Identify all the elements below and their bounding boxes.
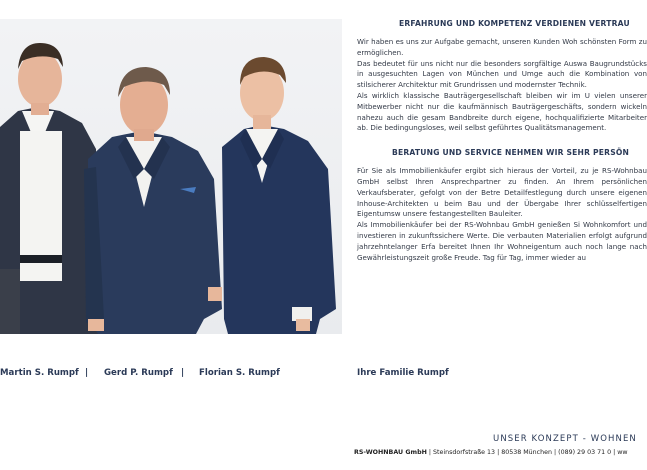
name-gerd: Gerd P. Rumpf bbox=[104, 368, 173, 378]
name-martin: Martin S. Rumpf bbox=[0, 368, 79, 378]
footer-phone: (089) 29 03 71 0 bbox=[558, 449, 612, 456]
footer-city: 80538 München bbox=[501, 449, 552, 456]
family-signature: Ihre Familie Rumpf bbox=[357, 368, 449, 378]
footer-separator: | bbox=[613, 449, 618, 456]
text-column bbox=[357, 19, 647, 339]
paragraph: Wir haben es uns zur Aufgabe gemacht, unseren Kunden Woh schönsten Form zu ermöglichen. bbox=[357, 37, 647, 57]
family-photo bbox=[0, 19, 342, 334]
family-photo-illustration bbox=[0, 19, 342, 334]
section-heading-service: BERATUNG UND SERVICE NEHMEN WIR SEHR PERSÖN bbox=[392, 148, 630, 158]
names-row bbox=[0, 368, 342, 382]
paragraph: Für Sie als Immobilienkäufer ergibt sich hieraus der Vorteil, zu je RS-Wohnbau GmbH selbst Ihren Ansprechpartner zu finden. An Ihrem persönlichen Verkaufsberater, gefolgt von der Betre Detailfestlegung durch unsere eigenen Inhouse-Architekten u beim Bau und der Übergabe Ihrer schlüsselfertigen Eigentumsw unsere festangestellten Bauleiter. bbox=[357, 166, 647, 219]
footer-separator: | bbox=[428, 449, 433, 456]
footer-separator: | bbox=[554, 449, 559, 456]
name-separator: | bbox=[85, 368, 89, 378]
name-florian: Florian S. Rumpf bbox=[199, 368, 280, 378]
footer-address: Steinsdorfstraße 13 bbox=[433, 449, 496, 456]
name-separator: | bbox=[181, 368, 185, 378]
person-middle-figure bbox=[84, 67, 222, 334]
paragraph: Als Immobilienkäufer bei der RS-Wohnbau GmbH genießen Si Wohnkomfort und investieren in zukunftssichere Werte. Die verbauten Materialien erfolgt aufgrund jahrzehntelanger Erfa bereitet Ihnen Ihr Wohneigentum auch noch lange nach Gewährleistungszeit große Freude. Tag für Tag, immer wieder au bbox=[357, 220, 647, 262]
person-right-figure bbox=[222, 57, 336, 334]
section-heading-experience: ERFAHRUNG UND KOMPETENZ VERDIENEN VERTRAU bbox=[399, 19, 630, 28]
paragraph: Das bedeutet für uns nicht nur die besonders sorgfältige Auswa Baugrundstücks in ausgesuchten Lagen von München und Umge auch die Kombination von stilsicherer Architektur mit Grundrissen und modernster Technik. bbox=[357, 58, 647, 90]
footer-separator: | bbox=[497, 449, 502, 456]
footer-company: RS-WOHNBAU GmbH bbox=[354, 449, 427, 456]
footer bbox=[354, 449, 626, 456]
page-subtitle: UNSER KONZEPT - WOHNEN bbox=[493, 434, 637, 444]
footer-web[interactable]: ww bbox=[617, 449, 628, 456]
paragraph: Als wirklich klassische Bauträgergesellschaft bleiben wir im U vielen unserer Mitbewerber nicht nur die kaufmännisch Bauträgergeschäfts, sondern wickeln nahezu auch die gesam Bandbreite durch eigene, hochqualifizierte Mitarbeiter ab. Die bedingungsloses, weil selbst geführtes Qualitätsmanagement. bbox=[357, 90, 647, 133]
